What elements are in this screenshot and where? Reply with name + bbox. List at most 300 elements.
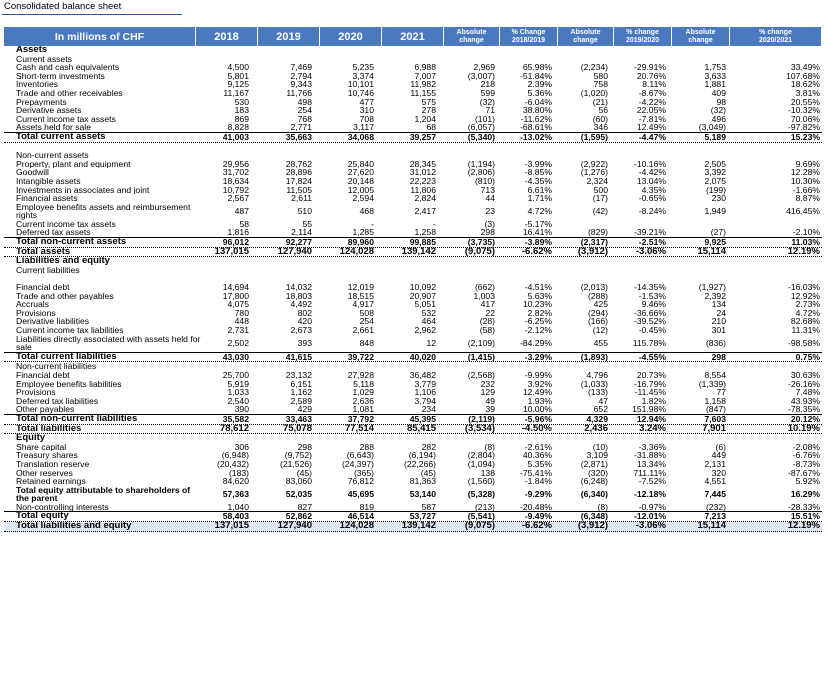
cell-value[interactable]: 230 — [711, 193, 726, 204]
cell-value[interactable]: 9.69% — [795, 158, 820, 169]
cell-value[interactable]: 98 — [716, 96, 726, 107]
cell-value[interactable]: (45) — [296, 467, 312, 478]
cell-value[interactable]: (662) — [474, 282, 495, 293]
cell-value[interactable]: 33.49% — [790, 62, 820, 73]
cell-value[interactable]: -1.53% — [638, 290, 666, 301]
cell-value[interactable]: 10.19% — [787, 422, 820, 434]
cell-value[interactable]: (288) — [587, 290, 608, 301]
cell-value[interactable]: (183) — [228, 467, 249, 478]
cell-value[interactable]: 2.39% — [527, 79, 552, 90]
cell-value[interactable]: 2,505 — [704, 158, 726, 169]
cell-value[interactable]: (32) — [710, 105, 726, 116]
cell-value[interactable]: 1,003 — [473, 290, 495, 301]
cell-value[interactable]: 2,636 — [352, 395, 374, 406]
cell-value[interactable]: 6.61% — [527, 184, 552, 195]
cell-value[interactable]: 25,700 — [222, 369, 249, 380]
cell-value[interactable]: (3) — [484, 218, 495, 229]
cell-value[interactable]: 11,806 — [410, 184, 436, 195]
cell-value[interactable]: -13.02% — [519, 131, 552, 142]
cell-value[interactable]: 346 — [593, 122, 608, 133]
cell-value[interactable]: (2,806) — [467, 167, 495, 178]
cell-value[interactable]: 12.94% — [636, 413, 666, 424]
cell-value[interactable]: 41,003 — [222, 131, 249, 142]
cell-value[interactable]: 10.00% — [522, 404, 552, 415]
cell-value[interactable]: -3.36% — [638, 441, 666, 452]
cell-value[interactable]: 71 — [485, 105, 495, 116]
cell-value[interactable]: (5,328) — [467, 488, 495, 499]
cell-value[interactable]: 20,148 — [347, 175, 374, 186]
cell-value[interactable]: 10,101 — [347, 79, 374, 90]
cell-value[interactable]: (5,340) — [467, 131, 495, 142]
cell-value[interactable]: (836) — [705, 337, 726, 348]
cell-value[interactable]: -28.33% — [787, 501, 820, 512]
cell-value[interactable]: (199) — [705, 184, 726, 195]
cell-value[interactable]: 22.05% — [636, 105, 666, 116]
cell-value[interactable]: 20.55% — [790, 96, 820, 107]
cell-value[interactable]: 58,403 — [222, 511, 249, 522]
cell-value[interactable]: 127,940 — [277, 520, 312, 532]
cell-value[interactable]: (6) — [715, 441, 726, 452]
cell-value[interactable]: -8.85% — [524, 167, 552, 178]
cell-value[interactable]: (8) — [484, 441, 495, 452]
cell-value[interactable]: 393 — [297, 337, 312, 348]
cell-value[interactable]: 599 — [480, 87, 495, 98]
cell-value[interactable]: (232) — [705, 501, 726, 512]
cell-value[interactable]: 2,962 — [414, 325, 436, 335]
cell-value[interactable]: 532 — [421, 307, 436, 318]
cell-value[interactable]: -4.51% — [524, 282, 552, 293]
cell-value[interactable]: 35,582 — [222, 413, 249, 424]
cell-value[interactable]: 7,603 — [704, 413, 726, 424]
cell-value[interactable]: 37,792 — [347, 413, 374, 424]
cell-value[interactable]: 2,436 — [584, 422, 608, 434]
cell-value[interactable]: 15.23% — [790, 131, 820, 142]
cell-value[interactable]: 137,015 — [214, 520, 249, 532]
cell-value[interactable]: 12.92% — [790, 290, 820, 301]
cell-value[interactable]: -6.25% — [524, 316, 552, 327]
cell-value[interactable]: (2,109) — [467, 337, 495, 348]
cell-value[interactable]: 25,840 — [347, 158, 374, 169]
cell-value[interactable]: 15,114 — [697, 245, 726, 257]
cell-value[interactable]: 3.81% — [795, 87, 820, 98]
cell-value[interactable]: 288 — [359, 441, 374, 452]
cell-value[interactable]: (294) — [587, 307, 608, 318]
cell-value[interactable]: 5,801 — [227, 70, 249, 81]
cell-value[interactable]: 29,956 — [222, 158, 249, 169]
cell-value[interactable]: 20.76% — [636, 70, 666, 81]
cell-value[interactable]: 14,694 — [222, 282, 249, 293]
cell-value[interactable]: (810) — [474, 175, 495, 186]
cell-value[interactable]: 11,155 — [410, 87, 436, 98]
cell-value[interactable]: (2,119) — [468, 413, 495, 424]
cell-value[interactable]: 508 — [359, 307, 374, 318]
cell-value[interactable]: (21,526) — [279, 458, 312, 469]
cell-value[interactable]: -0.97% — [638, 501, 666, 512]
cell-value[interactable]: (6,194) — [408, 450, 436, 461]
cell-value[interactable]: 183 — [234, 105, 249, 116]
cell-value[interactable]: -14.35% — [633, 282, 666, 293]
cell-value[interactable]: 210 — [711, 316, 726, 327]
cell-value[interactable]: 575 — [421, 96, 436, 107]
cell-value[interactable]: 310 — [359, 105, 374, 116]
cell-value[interactable]: 5.92% — [795, 476, 820, 487]
cell-value[interactable]: 301 — [711, 325, 726, 335]
cell-value[interactable]: 5,189 — [704, 131, 726, 142]
cell-value[interactable]: -78.35% — [787, 404, 820, 415]
cell-value[interactable]: 7,213 — [704, 511, 726, 522]
cell-value[interactable]: 827 — [297, 501, 312, 512]
cell-value[interactable]: 1,258 — [414, 227, 436, 238]
cell-value[interactable]: -39.21% — [633, 227, 666, 238]
cell-value[interactable]: (20,432) — [216, 458, 249, 469]
cell-value[interactable]: 45,395 — [409, 413, 436, 424]
cell-value[interactable]: 420 — [297, 316, 312, 327]
cell-value[interactable]: -6.04% — [524, 96, 552, 107]
cell-value[interactable]: 409 — [711, 87, 726, 98]
cell-value[interactable]: -87.67% — [787, 467, 820, 478]
cell-value[interactable]: -5.96% — [524, 413, 552, 424]
cell-value[interactable]: 27,928 — [347, 369, 374, 380]
cell-value[interactable]: 18.62% — [790, 79, 820, 90]
cell-value[interactable]: (1,595) — [580, 131, 608, 142]
cell-value[interactable]: 2,661 — [352, 325, 374, 335]
cell-value[interactable]: (1,560) — [467, 476, 495, 487]
cell-value[interactable]: 2,771 — [290, 122, 312, 133]
cell-value[interactable]: 10,746 — [347, 87, 374, 98]
cell-value[interactable]: 2,589 — [290, 395, 312, 406]
cell-value[interactable]: 449 — [711, 450, 726, 461]
cell-value[interactable]: 306 — [234, 441, 249, 452]
cell-value[interactable]: 232 — [480, 378, 495, 389]
cell-value[interactable]: 39,722 — [347, 351, 374, 362]
cell-value[interactable]: 11,505 — [286, 184, 312, 195]
cell-value[interactable]: 3.92% — [527, 378, 552, 389]
cell-value[interactable]: 55 — [302, 218, 312, 229]
cell-value[interactable]: -7.81% — [638, 113, 666, 124]
cell-value[interactable]: (42) — [592, 205, 608, 216]
cell-value[interactable]: (2,317) — [580, 237, 608, 248]
cell-value[interactable]: (6,340) — [580, 488, 608, 499]
cell-value[interactable]: 2,567 — [227, 193, 249, 204]
cell-value[interactable]: 58 — [239, 218, 249, 229]
cell-value[interactable]: (3,912) — [577, 520, 608, 532]
cell-value[interactable]: 429 — [297, 404, 312, 415]
cell-value[interactable]: 124,028 — [339, 520, 374, 532]
cell-value[interactable]: 711.11% — [633, 467, 666, 478]
cell-value[interactable]: 708 — [359, 113, 374, 124]
cell-value[interactable]: 16.41% — [522, 227, 552, 238]
cell-value[interactable]: 1,881 — [704, 79, 726, 90]
cell-value[interactable]: 12.28% — [790, 167, 820, 178]
cell-value[interactable]: 510 — [297, 205, 312, 216]
cell-value[interactable]: 2.73% — [795, 299, 820, 310]
cell-value[interactable]: 2,392 — [704, 290, 726, 301]
cell-value[interactable]: 75,078 — [282, 422, 312, 434]
cell-value[interactable]: (9,752) — [284, 450, 312, 461]
cell-value[interactable]: 2.82% — [527, 307, 552, 318]
cell-value[interactable]: -36.66% — [633, 307, 666, 318]
cell-value[interactable]: -6.62% — [521, 520, 552, 532]
cell-value[interactable]: -1.66% — [792, 184, 820, 195]
cell-value[interactable]: 869 — [234, 113, 249, 124]
cell-value[interactable]: (2,871) — [580, 458, 608, 469]
cell-value[interactable]: 47 — [598, 395, 608, 406]
cell-value[interactable]: 137,015 — [214, 245, 249, 257]
cell-value[interactable]: -3.89% — [524, 237, 552, 248]
cell-value[interactable]: 76,812 — [347, 476, 374, 487]
cell-value[interactable]: 4,917 — [352, 299, 374, 310]
cell-value[interactable]: 28,345 — [409, 158, 436, 169]
sheet-tab-title[interactable]: Consolidated balance sheet — [2, 0, 182, 15]
cell-value[interactable]: -20.48% — [519, 501, 552, 512]
cell-value[interactable]: 52,035 — [285, 488, 312, 499]
cell-value[interactable]: (3,007) — [467, 70, 495, 81]
cell-value[interactable]: (6,057) — [467, 122, 495, 133]
cell-value[interactable]: 5.35% — [527, 458, 552, 469]
cell-value[interactable]: 1,162 — [290, 387, 312, 398]
cell-value[interactable]: 8,828 — [227, 122, 249, 133]
cell-value[interactable]: -3.06% — [635, 520, 666, 532]
cell-value[interactable]: - — [433, 218, 436, 229]
cell-value[interactable]: 12,019 — [347, 282, 374, 293]
cell-value[interactable]: (6,348) — [580, 511, 608, 522]
cell-value[interactable]: -51.84% — [519, 70, 552, 81]
cell-value[interactable]: 2,417 — [414, 205, 436, 216]
cell-value[interactable]: 39 — [485, 404, 495, 415]
cell-value[interactable]: (12) — [592, 325, 608, 335]
cell-value[interactable]: (27) — [710, 227, 726, 238]
cell-value[interactable]: 487 — [234, 205, 249, 216]
cell-value[interactable]: (9,075) — [464, 520, 495, 532]
cell-value[interactable]: 10.30% — [790, 175, 820, 186]
cell-value[interactable]: 2,075 — [704, 175, 726, 186]
cell-value[interactable]: 138 — [480, 467, 495, 478]
cell-value[interactable]: 4,500 — [227, 62, 249, 73]
cell-value[interactable]: 1,106 — [414, 387, 436, 398]
cell-value[interactable]: 28,896 — [285, 167, 312, 178]
cell-value[interactable]: 1,040 — [227, 501, 249, 512]
cell-value[interactable]: 39,257 — [409, 131, 436, 142]
cell-value[interactable]: 0.75% — [795, 351, 820, 362]
cell-value[interactable]: -0.45% — [638, 325, 666, 335]
cell-value[interactable]: 28,762 — [285, 158, 312, 169]
cell-value[interactable]: 3,374 — [352, 70, 374, 81]
cell-value[interactable]: 10.23% — [522, 299, 552, 310]
cell-value[interactable]: 298 — [711, 351, 726, 362]
cell-value[interactable]: 96,012 — [222, 237, 249, 248]
cell-value[interactable]: -29.91% — [633, 62, 666, 73]
cell-value[interactable]: 498 — [297, 96, 312, 107]
cell-value[interactable]: -75.41% — [519, 467, 552, 478]
cell-value[interactable]: 36,482 — [409, 369, 436, 380]
cell-value[interactable]: (133) — [587, 387, 608, 398]
cell-value[interactable]: -2.08% — [792, 441, 820, 452]
cell-value[interactable]: 13.34% — [636, 458, 666, 469]
cell-value[interactable]: 129 — [480, 387, 495, 398]
cell-value[interactable]: -12.18% — [633, 488, 666, 499]
cell-value[interactable]: 14,032 — [285, 282, 312, 293]
cell-value[interactable]: 77,514 — [344, 422, 374, 434]
cell-value[interactable]: -2.10% — [792, 227, 820, 238]
cell-value[interactable]: 4,551 — [704, 476, 726, 487]
cell-value[interactable]: (6,948) — [221, 450, 249, 461]
cell-value[interactable]: 15,114 — [697, 520, 726, 532]
cell-value[interactable]: -8.73% — [792, 458, 820, 469]
cell-value[interactable]: 6,988 — [414, 62, 436, 73]
cell-value[interactable]: (2,568) — [467, 369, 495, 380]
cell-value[interactable]: 298 — [297, 441, 312, 452]
cell-value[interactable]: 139,142 — [401, 520, 436, 532]
cell-value[interactable]: 56 — [598, 105, 608, 116]
cell-value[interactable]: (3,534) — [464, 422, 495, 434]
cell-value[interactable]: 1,285 — [352, 227, 374, 238]
cell-value[interactable]: 2,969 — [473, 62, 495, 73]
cell-value[interactable]: 53,727 — [409, 511, 436, 522]
cell-value[interactable]: -1.84% — [524, 476, 552, 487]
cell-value[interactable]: 4.35% — [641, 184, 666, 195]
cell-value[interactable]: 848 — [359, 337, 374, 348]
cell-value[interactable]: 12.19% — [787, 245, 820, 257]
cell-value[interactable]: 44 — [485, 193, 495, 204]
cell-value[interactable]: 1,029 — [352, 387, 374, 398]
cell-value[interactable]: (10) — [592, 441, 608, 452]
cell-value[interactable]: 134 — [711, 299, 726, 310]
cell-value[interactable]: 9.46% — [641, 299, 666, 310]
cell-value[interactable]: -12.01% — [633, 511, 666, 522]
cell-value[interactable]: 448 — [234, 316, 249, 327]
cell-value[interactable]: (320) — [587, 467, 608, 478]
cell-value[interactable]: 89,960 — [347, 237, 374, 248]
cell-value[interactable]: -2.12% — [524, 325, 552, 335]
cell-value[interactable]: -9.29% — [524, 488, 552, 499]
cell-value[interactable]: (166) — [587, 316, 608, 327]
cell-value[interactable]: 218 — [480, 79, 495, 90]
cell-value[interactable]: (1,020) — [580, 87, 608, 98]
cell-value[interactable]: 2,594 — [352, 193, 374, 204]
cell-value[interactable]: -7.52% — [638, 476, 666, 487]
cell-value[interactable]: 417 — [480, 299, 495, 310]
cell-value[interactable]: 31,012 — [409, 167, 436, 178]
cell-value[interactable]: -4.47% — [638, 131, 666, 142]
cell-value[interactable]: 4.72% — [527, 205, 552, 216]
cell-value[interactable]: 40.36% — [522, 450, 552, 461]
cell-value[interactable]: -8.67% — [638, 87, 666, 98]
cell-value[interactable]: 124,028 — [339, 245, 374, 257]
cell-value[interactable]: 20,907 — [409, 290, 436, 301]
cell-value[interactable]: 8,554 — [704, 369, 726, 380]
cell-value[interactable]: 70.06% — [790, 113, 820, 124]
cell-value[interactable]: 4,075 — [227, 299, 249, 310]
cell-value[interactable]: 41,615 — [285, 351, 312, 362]
cell-value[interactable]: 20.73% — [636, 369, 666, 380]
cell-value[interactable]: 78,612 — [219, 422, 249, 434]
cell-value[interactable]: 1,816 — [227, 227, 249, 238]
cell-value[interactable]: -3.06% — [635, 245, 666, 257]
cell-value[interactable]: 6,151 — [290, 378, 312, 389]
cell-value[interactable]: 2,794 — [290, 70, 312, 81]
cell-value[interactable]: 12.19% — [787, 520, 820, 532]
cell-value[interactable]: 500 — [593, 184, 608, 195]
cell-value[interactable]: 320 — [711, 467, 726, 478]
cell-value[interactable]: (1,415) — [467, 351, 495, 362]
cell-value[interactable]: (21) — [592, 96, 608, 107]
cell-value[interactable]: (1,276) — [580, 167, 608, 178]
cell-value[interactable]: 468 — [359, 205, 374, 216]
cell-value[interactable]: 2,673 — [290, 325, 312, 335]
cell-value[interactable]: -84.29% — [519, 337, 552, 348]
cell-value[interactable]: 127,940 — [277, 245, 312, 257]
cell-value[interactable]: 83,060 — [285, 476, 312, 487]
cell-value[interactable]: 24 — [716, 307, 726, 318]
cell-value[interactable]: (365) — [353, 467, 374, 478]
cell-value[interactable]: 3,109 — [586, 450, 608, 461]
cell-value[interactable]: 139,142 — [401, 245, 436, 257]
cell-value[interactable]: (1,094) — [467, 458, 495, 469]
cell-value[interactable]: 4,329 — [586, 413, 608, 424]
cell-value[interactable]: 151.98% — [632, 404, 666, 415]
cell-value[interactable]: 18,803 — [285, 290, 312, 301]
cell-value[interactable]: 1.93% — [527, 395, 552, 406]
cell-value[interactable]: -11.62% — [520, 113, 552, 124]
cell-value[interactable]: -5.17% — [524, 218, 552, 229]
cell-value[interactable]: 11.03% — [791, 237, 820, 248]
cell-value[interactable]: 13.04% — [636, 175, 666, 186]
cell-value[interactable]: -4.35% — [524, 175, 552, 186]
cell-value[interactable]: 22 — [485, 307, 495, 318]
cell-value[interactable]: -2.51% — [638, 237, 666, 248]
cell-value[interactable]: -4.22% — [638, 96, 666, 107]
cell-value[interactable]: 2,611 — [291, 193, 312, 204]
cell-value[interactable]: 84,620 — [222, 476, 249, 487]
cell-value[interactable]: 2,540 — [227, 395, 249, 406]
cell-value[interactable]: 9,343 — [290, 79, 312, 90]
cell-value[interactable]: (28) — [479, 316, 495, 327]
cell-value[interactable]: 7,007 — [414, 70, 436, 81]
cell-value[interactable]: (1,339) — [698, 378, 726, 389]
cell-value[interactable]: 11,982 — [410, 79, 436, 90]
cell-value[interactable]: -98.58% — [787, 337, 820, 348]
cell-value[interactable]: -6.76% — [792, 450, 820, 461]
cell-value[interactable]: 8.87% — [795, 193, 820, 204]
cell-value[interactable]: 115.78% — [632, 337, 666, 348]
cell-value[interactable]: 1,753 — [704, 62, 726, 73]
cell-value[interactable]: 3,117 — [353, 122, 374, 133]
cell-value[interactable]: 1.82% — [641, 395, 666, 406]
cell-value[interactable]: 298 — [480, 227, 495, 238]
cell-value[interactable]: 34,068 — [347, 131, 374, 142]
cell-value[interactable]: 16.29% — [790, 488, 820, 499]
cell-value[interactable]: 1,158 — [704, 395, 726, 406]
cell-value[interactable]: (6,248) — [580, 476, 608, 487]
cell-value[interactable]: 7,469 — [290, 62, 312, 73]
cell-value[interactable]: -0.65% — [638, 193, 666, 204]
cell-value[interactable]: 3,794 — [414, 395, 436, 406]
cell-value[interactable]: 43,030 — [222, 351, 249, 362]
cell-value[interactable]: (2,922) — [580, 158, 608, 169]
cell-value[interactable]: 780 — [234, 307, 249, 318]
cell-value[interactable]: 30.63% — [790, 369, 820, 380]
cell-value[interactable]: 5,919 — [227, 378, 249, 389]
cell-value[interactable]: 282 — [421, 441, 436, 452]
cell-value[interactable]: 12.49% — [522, 387, 552, 398]
cell-value[interactable]: -2.61% — [524, 441, 552, 452]
cell-value[interactable]: 46,514 — [347, 511, 374, 522]
cell-value[interactable]: 23,132 — [285, 369, 312, 380]
cell-value[interactable]: 68 — [426, 122, 436, 133]
cell-value[interactable]: 10,092 — [409, 282, 436, 293]
cell-value[interactable]: (213) — [474, 501, 495, 512]
cell-value[interactable]: 11.31% — [791, 325, 820, 335]
